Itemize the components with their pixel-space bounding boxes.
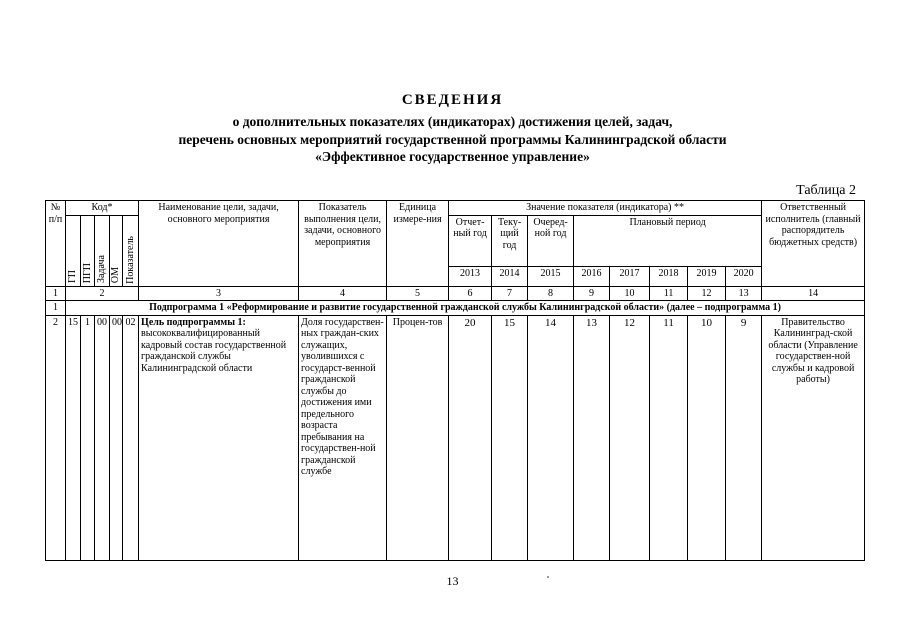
header-report-year: Отчет-ный год bbox=[449, 215, 492, 266]
row-goal-text: высококвалифицированный кадровый состав государственной гражданской службы Калининградской области bbox=[141, 328, 287, 374]
header-year: 2015 bbox=[528, 266, 574, 286]
column-number: 6 bbox=[449, 286, 492, 301]
header-code-pgp: ПГП bbox=[81, 215, 95, 286]
subprogram-row bbox=[46, 301, 865, 316]
header-year: 2017 bbox=[610, 266, 650, 286]
column-number: 10 bbox=[610, 286, 650, 301]
row-value-2018: 11 bbox=[650, 315, 688, 560]
row-code-om: 00 bbox=[110, 315, 123, 560]
row-value-2017: 12 bbox=[610, 315, 650, 560]
column-number: 4 bbox=[299, 286, 387, 301]
header-current-year: Теку-щий год bbox=[492, 215, 528, 266]
row-goal-label: Цель подпрограммы 1: bbox=[141, 316, 246, 328]
column-number: 11 bbox=[650, 286, 688, 301]
row-code-pgp: 1 bbox=[81, 315, 95, 560]
row-code-gp: 15 bbox=[66, 315, 81, 560]
column-number: 9 bbox=[574, 286, 610, 301]
header-code-indicator: Показатель bbox=[123, 215, 139, 286]
table-caption: Таблица 2 bbox=[796, 183, 856, 198]
row-value-2019: 10 bbox=[688, 315, 726, 560]
header-year: 2013 bbox=[449, 266, 492, 286]
header-year: 2016 bbox=[574, 266, 610, 286]
row-value-2015: 14 bbox=[528, 315, 574, 560]
row-code-task: 00 bbox=[95, 315, 110, 560]
header-year: 2020 bbox=[726, 266, 762, 286]
column-number: 1 bbox=[46, 286, 66, 301]
header-name: Наименование цели, задачи, основного мероприятия bbox=[139, 201, 299, 287]
column-number-row bbox=[46, 286, 865, 301]
column-number: 12 bbox=[688, 286, 726, 301]
table-row bbox=[46, 315, 865, 560]
header-indicator: Показатель выполнения цели, задачи, основного мероприятия bbox=[299, 201, 387, 287]
row-value-2013: 20 bbox=[449, 315, 492, 560]
subprogram-num: 1 bbox=[46, 301, 66, 316]
row-unit: Процен-тов bbox=[387, 315, 449, 560]
column-number: 13 bbox=[726, 286, 762, 301]
indicators-table bbox=[45, 200, 865, 561]
header-code-gp: ГП bbox=[66, 215, 81, 286]
row-goal-name bbox=[139, 315, 299, 560]
header-year: 2014 bbox=[492, 266, 528, 286]
column-number: 3 bbox=[139, 286, 299, 301]
header-code: Код* bbox=[66, 201, 139, 216]
row-indicator: Доля государствен-ных граждан-ских служащих, уволившихся с государст-венной гражданской службы до достижения ими предельного возраста пребывания на государствен-ной гражданской службе bbox=[299, 315, 387, 560]
header-unit: Единица измере-ния bbox=[387, 201, 449, 287]
header-value: Значение показателя (индикатора) ** bbox=[449, 201, 762, 216]
column-number: 7 bbox=[492, 286, 528, 301]
column-number: 8 bbox=[528, 286, 574, 301]
document-subtitle-line-2: перечень основных мероприятий государственной программы Калининградской области bbox=[178, 132, 727, 147]
scan-speck bbox=[547, 576, 549, 578]
header-num: № п/п bbox=[46, 201, 66, 287]
header-year: 2019 bbox=[688, 266, 726, 286]
subprogram-title: Подпрограмма 1 «Реформирование и развитие государственной гражданской службы Калининградской области» (далее – подпрограмма 1) bbox=[66, 301, 865, 316]
header-code-task: Задача bbox=[95, 215, 110, 286]
page-number: 13 bbox=[446, 574, 459, 588]
column-number: 2 bbox=[66, 286, 139, 301]
header-plan-period: Плановый период bbox=[574, 215, 762, 266]
header-year: 2018 bbox=[650, 266, 688, 286]
document-title: СВЕДЕНИЯ bbox=[401, 92, 504, 108]
column-number: 14 bbox=[762, 286, 865, 301]
row-code-indicator: 02 bbox=[123, 315, 139, 560]
row-value-2014: 15 bbox=[492, 315, 528, 560]
header-next-year: Очеред-ной год bbox=[528, 215, 574, 266]
column-number: 5 bbox=[387, 286, 449, 301]
row-value-2020: 9 bbox=[726, 315, 762, 560]
row-num: 2 bbox=[46, 315, 66, 560]
row-executor: Правительство Калининград-ской области (Управление государствен-ной службы и кадровой работы) bbox=[762, 315, 865, 560]
document-subtitle-line-1: о дополнительных показателях (индикаторах) достижения целей, задач, bbox=[232, 114, 673, 129]
row-value-2016: 13 bbox=[574, 315, 610, 560]
document-subtitle-line-3: «Эффективное государственное управление» bbox=[315, 149, 590, 164]
header-code-om: ОМ bbox=[110, 215, 123, 286]
header-executor: Ответственный исполнитель (главный распорядитель бюджетных средств) bbox=[762, 201, 865, 287]
